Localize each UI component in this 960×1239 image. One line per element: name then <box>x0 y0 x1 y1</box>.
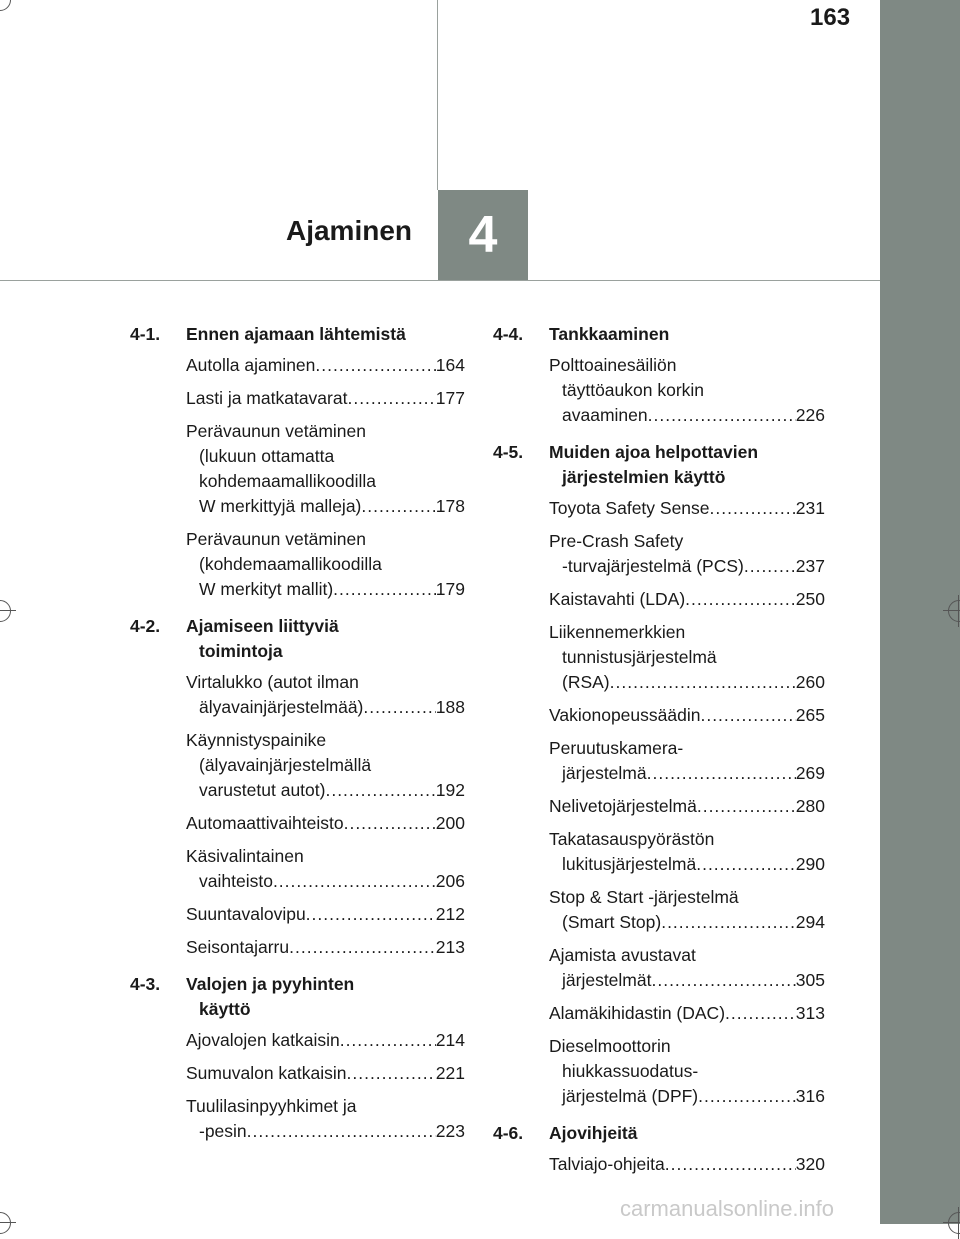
chapter-title: Ajaminen <box>285 215 412 246</box>
toc-page-number: 290 <box>795 854 825 874</box>
toc-entry-text: (RSA) <box>562 672 610 692</box>
dot-leader <box>361 494 435 519</box>
dot-leader <box>661 910 796 935</box>
toc-entry-text: -turvajärjestelmä (PCS) <box>562 556 744 576</box>
header-horizontal-rule <box>0 280 880 281</box>
toc-section-number: 4-2. <box>130 616 161 636</box>
toc-section-number: 4-5. <box>493 442 524 462</box>
crop-mark-icon <box>0 0 11 11</box>
dot-leader <box>685 587 796 612</box>
toc-section-title-line: Tankkaaminen <box>549 324 670 344</box>
toc-page-number: 223 <box>435 1121 465 1141</box>
toc-entry-text: Käynnistyspainike <box>186 730 327 750</box>
toc-left-column <box>130 322 465 1156</box>
toc-entry-text: Dieselmoottorin <box>549 1036 671 1056</box>
toc-entry-leader-line <box>549 554 825 579</box>
toc-entry-text: älyavainjärjestelmää) <box>199 697 364 717</box>
toc-page-number: 250 <box>795 589 825 609</box>
toc-section-title-line: Ennen ajamaan lähtemistä <box>186 324 406 344</box>
dot-leader <box>347 386 435 411</box>
toc-entry-text: Stop & Start -järjestelmä <box>549 887 739 907</box>
toc-entry-text: Sumuvalon katkaisin <box>186 1063 347 1083</box>
dot-leader <box>340 1028 436 1053</box>
toc-section-title-line: järjestelmien käyttö <box>562 467 726 487</box>
toc-entry-leader-line <box>549 968 825 993</box>
dot-leader <box>651 968 795 993</box>
dot-leader <box>247 1119 436 1144</box>
toc-section-title-line: Ajamiseen liittyviä <box>186 616 339 636</box>
toc-entry-link[interactable] <box>186 935 465 960</box>
toc-entry-leader-line <box>186 577 465 602</box>
toc-entry-leader-line <box>186 494 465 519</box>
toc-entry-link[interactable] <box>549 529 825 579</box>
toc-entry-leader-line <box>549 587 825 612</box>
toc-entry-link[interactable] <box>186 844 465 894</box>
toc-entry-link[interactable] <box>186 902 465 927</box>
dot-leader <box>344 811 436 836</box>
toc-section-heading <box>130 972 465 1022</box>
page-number: 163 <box>810 4 851 31</box>
toc-entry-text: Takatasauspyörästön <box>549 829 715 849</box>
toc-entry-list <box>493 496 825 1109</box>
toc-entry-text: täyttöaukon korkin <box>562 380 705 400</box>
toc-entry-link[interactable] <box>549 587 825 612</box>
toc-entry-leader-line <box>549 403 825 428</box>
toc-page-number: 177 <box>435 388 465 408</box>
dot-leader <box>610 670 796 695</box>
toc-entry-text: W merkittyjä malleja) <box>199 496 362 516</box>
toc-entry-text: Ajamista avustavat <box>549 945 696 965</box>
toc-entry-leader-line <box>186 935 465 960</box>
toc-entry-link[interactable] <box>549 353 825 428</box>
toc-entry-text: Liikennemerkkien <box>549 622 686 642</box>
toc-section-heading <box>130 322 465 347</box>
toc-section-heading <box>493 440 825 490</box>
toc-entry-link[interactable] <box>186 386 465 411</box>
toc-entry-leader-line <box>549 761 825 786</box>
toc-entry-link[interactable] <box>186 527 465 602</box>
toc-entry-link[interactable] <box>549 1001 825 1026</box>
dot-leader <box>315 353 435 378</box>
dot-leader <box>273 869 436 894</box>
toc-entry-text: W merkityt mallit) <box>199 579 334 599</box>
toc-entry-link[interactable] <box>549 496 825 521</box>
toc-section-title <box>186 972 354 1022</box>
toc-page-number: 200 <box>435 813 465 833</box>
toc-entry-list <box>493 353 825 428</box>
toc-section-title <box>549 322 669 347</box>
dot-leader <box>648 403 796 428</box>
dot-leader <box>665 1152 796 1177</box>
toc-entry-text: vaihteisto <box>199 871 273 891</box>
toc-entry-leader-line <box>549 496 825 521</box>
toc-entry-list <box>130 353 465 602</box>
toc-page-number: 164 <box>435 355 465 375</box>
toc-entry-text: hiukkassuodatus- <box>562 1061 699 1081</box>
dot-leader <box>725 1001 796 1026</box>
toc-entry-text: kohdemaamallikoodilla <box>199 471 377 491</box>
toc-entry-link[interactable] <box>186 811 465 836</box>
toc-entry-link[interactable] <box>549 736 825 786</box>
toc-entry-link[interactable] <box>186 1094 465 1144</box>
toc-entry-leader-line <box>549 703 825 728</box>
toc-entry-leader-line <box>186 811 465 836</box>
toc-page-number: 221 <box>435 1063 465 1083</box>
dot-leader <box>306 902 436 927</box>
toc-entry-text: varustetut autot) <box>199 780 326 800</box>
toc-page-number: 179 <box>435 579 465 599</box>
toc-page-number: 188 <box>435 697 465 717</box>
toc-entry-leader-line <box>549 852 825 877</box>
toc-entry-leader-line <box>186 902 465 927</box>
toc-entry-link[interactable] <box>549 1152 825 1177</box>
toc-section-title-line: toimintoja <box>199 641 283 661</box>
toc-entry-list <box>130 670 465 960</box>
toc-entry-leader-line <box>186 695 465 720</box>
toc-page-number: 237 <box>795 556 825 576</box>
toc-entry-text: Polttoainesäiliön <box>549 355 677 375</box>
toc-entry-text: Lasti ja matkatavarat <box>186 388 348 408</box>
dot-leader <box>697 794 796 819</box>
toc-page-number: 313 <box>795 1003 825 1023</box>
dot-leader <box>289 935 436 960</box>
toc-section-number: 4-6. <box>493 1123 524 1143</box>
toc-entry-leader-line <box>186 778 465 803</box>
toc-section-title-line: Muiden ajoa helpottavien <box>549 442 759 462</box>
toc-entry-text: järjestelmä (DPF) <box>562 1086 699 1106</box>
toc-entry-text: (Smart Stop) <box>562 912 662 932</box>
toc-section-title <box>186 614 339 664</box>
dot-leader <box>710 496 796 521</box>
toc-section-number: 4-3. <box>130 974 161 994</box>
toc-entry-text: Peruutuskamera- <box>549 738 684 758</box>
dot-leader <box>696 852 796 877</box>
toc-entry-link[interactable] <box>549 885 825 935</box>
dot-leader <box>363 695 435 720</box>
toc-entry-link[interactable] <box>186 1061 465 1086</box>
dot-leader <box>347 1061 436 1086</box>
toc-page-number: 260 <box>795 672 825 692</box>
toc-entry-text: Virtalukko (autot ilman <box>186 672 359 692</box>
toc-section-heading <box>493 1121 825 1146</box>
toc-entry-link[interactable] <box>549 827 825 877</box>
watermark: carmanualsonline.info <box>620 1196 835 1221</box>
toc-entry-leader-line <box>186 1028 465 1053</box>
toc-page-number: 226 <box>795 405 825 425</box>
toc-entry-text: (kohdemaamallikoodilla <box>199 554 382 574</box>
toc-entry-text: Vakionopeussäädin <box>549 705 701 725</box>
crop-mark-icon <box>0 600 11 622</box>
toc-entry-leader-line <box>186 869 465 894</box>
toc-section-title <box>186 322 406 347</box>
crop-mark-icon <box>948 1212 960 1234</box>
toc-page-number: 192 <box>435 780 465 800</box>
dot-leader <box>744 554 796 579</box>
dot-leader <box>698 1084 796 1109</box>
toc-entry-text: Nelivetojärjestelmä <box>549 796 697 816</box>
dot-leader <box>333 577 436 602</box>
toc-section-title <box>549 1121 638 1146</box>
toc-entry-text: Seisontajarru <box>186 937 290 957</box>
toc-entry-text: lukitusjärjestelmä <box>562 854 697 874</box>
toc-entry-text: Toyota Safety Sense <box>549 498 710 518</box>
toc-entry-text: (älyavainjärjestelmällä <box>199 755 372 775</box>
toc-entry-leader-line <box>549 1152 825 1177</box>
toc-entry-leader-line <box>549 794 825 819</box>
toc-entry-leader-line <box>186 353 465 378</box>
toc-entry-text: Tuulilasinpyyhkimet ja <box>186 1096 357 1116</box>
header-vertical-rule <box>437 0 438 190</box>
toc-entry-text: Ajovalojen katkaisin <box>186 1030 340 1050</box>
toc-entry-leader-line <box>186 1119 465 1144</box>
toc-entry-text: avaaminen <box>562 405 648 425</box>
toc-entry-link[interactable] <box>186 670 465 720</box>
toc-entry-text: Pre-Crash Safety <box>549 531 684 551</box>
toc-entry-link[interactable] <box>549 943 825 993</box>
toc-entry-link[interactable] <box>549 794 825 819</box>
toc-page-number: 213 <box>435 937 465 957</box>
toc-entry-link[interactable] <box>186 1028 465 1053</box>
toc-entry-text: tunnistusjärjestelmä <box>562 647 717 667</box>
toc-section-title <box>549 440 758 490</box>
toc-entry-link[interactable] <box>186 419 465 519</box>
toc-entry-text: Automaattivaihteisto <box>186 813 344 833</box>
toc-entry-text: Suuntavalovipu <box>186 904 306 924</box>
toc-section-number: 4-4. <box>493 324 524 344</box>
toc-section-number: 4-1. <box>130 324 161 344</box>
toc-section-title-line: Ajovihjeitä <box>549 1123 638 1143</box>
toc-page-number: 265 <box>795 705 825 725</box>
toc-entry-text: järjestelmä <box>562 763 647 783</box>
toc-page-number: 280 <box>795 796 825 816</box>
toc-entry-link[interactable] <box>186 728 465 803</box>
toc-page-number: 206 <box>435 871 465 891</box>
toc-entry-link[interactable] <box>549 1034 825 1109</box>
toc-entry-text: Autolla ajaminen <box>186 355 316 375</box>
toc-section-heading <box>130 614 465 664</box>
toc-entry-text: -pesin <box>199 1121 247 1141</box>
toc-entry-link[interactable] <box>186 353 465 378</box>
toc-entry-text: (lukuun ottamatta <box>199 446 335 466</box>
toc-page-number: 316 <box>795 1086 825 1106</box>
toc-page-number: 231 <box>795 498 825 518</box>
toc-right-column <box>493 322 825 1189</box>
toc-entry-leader-line <box>549 670 825 695</box>
toc-section-title-line: käyttö <box>199 999 251 1019</box>
toc-entry-text: Alamäkihidastin (DAC) <box>549 1003 726 1023</box>
toc-section-title-line: Valojen ja pyyhinten <box>186 974 355 994</box>
toc-entry-text: Kaistavahti (LDA) <box>549 589 686 609</box>
crop-mark-icon <box>0 1212 11 1234</box>
toc-entry-text: Perävaunun vetäminen <box>186 529 366 549</box>
toc-section-heading <box>493 322 825 347</box>
toc-page-number: 320 <box>795 1154 825 1174</box>
chapter-number-box: 4 <box>438 190 528 280</box>
toc-entry-link[interactable] <box>549 703 825 728</box>
toc-entry-list <box>493 1152 825 1177</box>
toc-entry-leader-line <box>549 910 825 935</box>
toc-page-number: 269 <box>795 763 825 783</box>
toc-entry-list <box>130 1028 465 1144</box>
toc-entry-text: Käsivalintainen <box>186 846 304 866</box>
dot-leader <box>700 703 795 728</box>
toc-entry-text: Talviajo-ohjeita <box>549 1154 665 1174</box>
toc-entry-leader-line <box>549 1084 825 1109</box>
toc-entry-leader-line <box>186 386 465 411</box>
toc-page-number: 294 <box>795 912 825 932</box>
dot-leader <box>325 778 435 803</box>
toc-page-number: 212 <box>435 904 465 924</box>
toc-page-number: 214 <box>435 1030 465 1050</box>
toc-page-number: 178 <box>435 496 465 516</box>
dot-leader <box>647 761 796 786</box>
toc-entry-link[interactable] <box>549 620 825 695</box>
toc-entry-text: järjestelmät <box>562 970 652 990</box>
toc-entry-leader-line <box>549 1001 825 1026</box>
toc-entry-leader-line <box>186 1061 465 1086</box>
toc-page-number: 305 <box>795 970 825 990</box>
toc-entry-text: Perävaunun vetäminen <box>186 421 366 441</box>
